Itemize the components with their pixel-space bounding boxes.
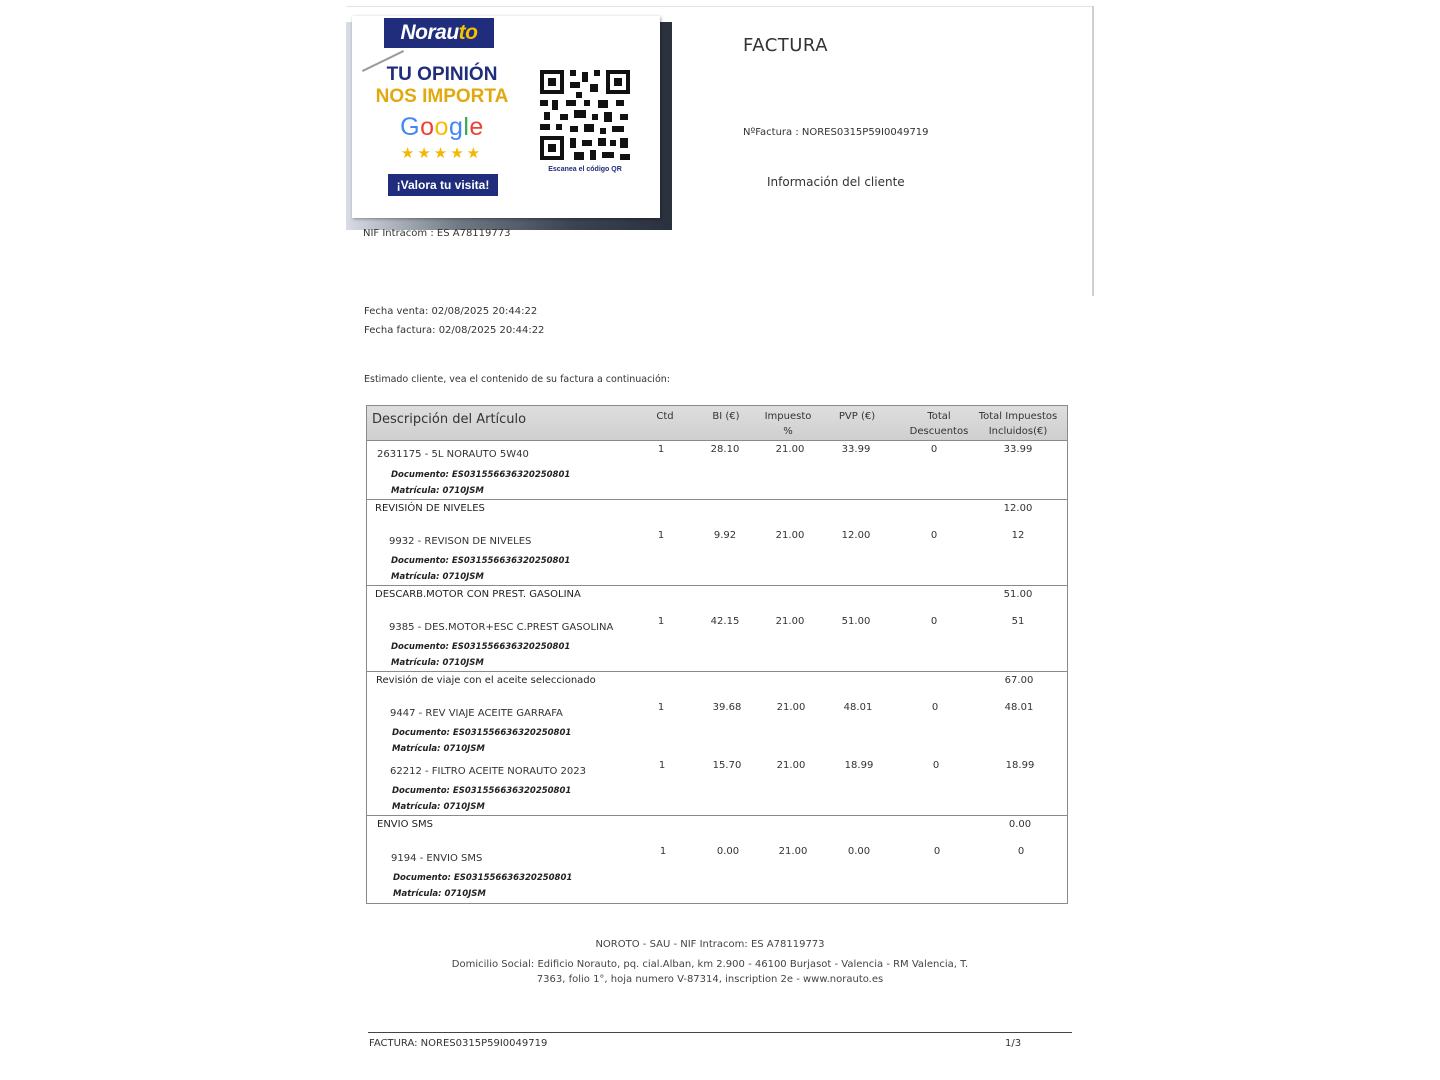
item-pvp: 48.01 [843, 702, 873, 713]
group-total: 51.00 [1003, 589, 1033, 600]
item-description: 2631175 - 5L NORAUTO 5W40 [377, 449, 529, 460]
item-ctd: 1 [658, 760, 666, 771]
item-descuentos: 0 [930, 616, 938, 627]
item-matricula: Matrícula: 0710JSM [393, 889, 486, 899]
item-pvp: 51.00 [841, 616, 871, 627]
google-letter: o [420, 113, 435, 141]
col-pvp: PVP (€) [838, 411, 876, 422]
item-documento: Documento: ES031556636320250801 [391, 470, 571, 480]
client-info-heading: Información del cliente [767, 175, 905, 189]
qr-caption: Escanea el código QR [548, 166, 622, 173]
item-total: 51 [1011, 616, 1025, 627]
norauto-logo [384, 18, 494, 48]
item-bi: 9.92 [713, 530, 737, 541]
footer-address-2: 7363, folio 1°, hoja numero V-87314, inscription 2e - www.norauto.es [536, 974, 884, 985]
page-number: 1/3 [1005, 1038, 1022, 1049]
row-separator [367, 585, 1067, 586]
invoice-title: FACTURA [743, 35, 829, 56]
item-total: 18.99 [1005, 760, 1035, 771]
item-descuentos: 0 [930, 530, 938, 541]
item-descuentos: 0 [930, 444, 938, 455]
footer-rule [368, 1032, 1072, 1033]
item-pvp: 0.00 [847, 846, 871, 857]
item-total: 0 [1017, 846, 1025, 857]
footer-company: NOROTO - SAU - NIF Intracom: ES A78119773 [595, 939, 825, 950]
table-header [367, 406, 1067, 441]
invoice-table [366, 405, 1068, 904]
item-bi: 28.10 [710, 444, 740, 455]
item-bi: 42.15 [710, 616, 740, 627]
item-documento: Documento: ES031556636320250801 [393, 873, 573, 883]
row-separator [367, 671, 1067, 672]
item-impuesto: 21.00 [775, 444, 805, 455]
intro-text: Estimado cliente, vea el contenido de su factura a continuación: [364, 374, 670, 385]
item-documento: Documento: ES031556636320250801 [391, 556, 571, 566]
invoice-date: Fecha factura: 02/08/2025 20:44:22 [364, 325, 545, 336]
item-impuesto: 21.00 [775, 530, 805, 541]
item-ctd: 1 [657, 616, 665, 627]
item-description: 9932 - REVISON DE NIVELES [389, 536, 532, 547]
item-pvp: 18.99 [844, 760, 874, 771]
group-total: 12.00 [1003, 503, 1033, 514]
item-matricula: Matrícula: 0710JSM [392, 802, 485, 812]
sticker-headline-1: TU OPINIÓN [386, 64, 498, 85]
item-descuentos: 0 [932, 760, 940, 771]
row-separator [367, 815, 1067, 816]
col-bi: BI (€) [712, 411, 740, 422]
item-impuesto: 21.00 [775, 616, 805, 627]
row-separator [367, 499, 1067, 500]
item-documento: Documento: ES031556636320250801 [391, 642, 571, 652]
col-ctd: Ctd [656, 411, 674, 422]
group-title: Revisión de viaje con el aceite seleccionado [376, 675, 596, 686]
item-matricula: Matrícula: 0710JSM [391, 486, 484, 496]
col-total: Total Impuestos Incluidos(€) [978, 411, 1058, 437]
item-documento: Documento: ES031556636320250801 [392, 728, 572, 738]
col-impuesto: Impuesto % [764, 411, 812, 437]
google-logo [352, 113, 532, 142]
footer-address-1: Domicilio Social: Edificio Norauto, pq. cial.Alban, km 2.900 - 46100 Burjasot - Valencia - RM Valencia, T. [451, 959, 969, 970]
col-descuentos: Total Descuentos [909, 411, 969, 437]
item-bi: 39.68 [712, 702, 742, 713]
item-bi: 15.70 [712, 760, 742, 771]
item-description: 9447 - REV VIAJE ACEITE GARRAFA [390, 708, 563, 719]
item-description: 9385 - DES.MOTOR+ESC C.PREST GASOLINA [389, 622, 614, 633]
item-ctd: 1 [657, 702, 665, 713]
google-letter: e [469, 113, 484, 141]
item-descuentos: 0 [933, 846, 941, 857]
group-total: 67.00 [1004, 675, 1034, 686]
item-total: 12 [1011, 530, 1025, 541]
item-bi: 0.00 [716, 846, 740, 857]
item-ctd: 1 [657, 444, 665, 455]
col-description: Descripción del Artículo [372, 412, 527, 427]
item-ctd: 1 [657, 530, 665, 541]
logo-text: Norau [400, 21, 459, 44]
item-matricula: Matrícula: 0710JSM [392, 744, 485, 754]
footer-invoice-ref: FACTURA: NORES0315P59I0049719 [369, 1038, 548, 1049]
review-sticker [352, 16, 660, 218]
google-letter: l [463, 113, 470, 141]
rating-stars-icon: ★★★★★ [400, 144, 484, 162]
item-documento: Documento: ES031556636320250801 [392, 786, 572, 796]
invoice-number: NºFactura : NORES0315P59I0049719 [743, 127, 929, 138]
logo-text-accent: to [458, 21, 478, 44]
rate-visit-button[interactable]: ¡Valora tu visita! [388, 174, 498, 196]
nif-intracom: NIF Intracom : ES A78119773 [363, 228, 511, 239]
qr-code-icon[interactable] [540, 70, 630, 160]
group-title: DESCARB.MOTOR CON PREST. GASOLINA [375, 589, 581, 600]
item-pvp: 12.00 [841, 530, 871, 541]
google-letter: G [400, 113, 421, 141]
paper-right-edge [1092, 6, 1094, 296]
item-pvp: 33.99 [841, 444, 871, 455]
item-descuentos: 0 [931, 702, 939, 713]
paper-top-edge [346, 6, 1092, 7]
sticker-headline-2: NOS IMPORTA [375, 86, 509, 107]
item-total: 33.99 [1003, 444, 1033, 455]
item-total: 48.01 [1004, 702, 1034, 713]
sale-date: Fecha venta: 02/08/2025 20:44:22 [364, 306, 538, 317]
item-ctd: 1 [659, 846, 667, 857]
item-description: 62212 - FILTRO ACEITE NORAUTO 2023 [390, 766, 586, 777]
item-impuesto: 21.00 [778, 846, 808, 857]
item-matricula: Matrícula: 0710JSM [391, 658, 484, 668]
group-title: REVISIÓN DE NIVELES [375, 503, 485, 514]
item-impuesto: 21.00 [776, 702, 806, 713]
group-title: ENVIO SMS [377, 819, 433, 830]
google-letter: o [434, 113, 449, 141]
group-total: 0.00 [1008, 819, 1032, 830]
item-matricula: Matrícula: 0710JSM [391, 572, 484, 582]
google-letter: g [448, 113, 464, 141]
item-impuesto: 21.00 [776, 760, 806, 771]
item-description: 9194 - ENVIO SMS [391, 853, 483, 864]
